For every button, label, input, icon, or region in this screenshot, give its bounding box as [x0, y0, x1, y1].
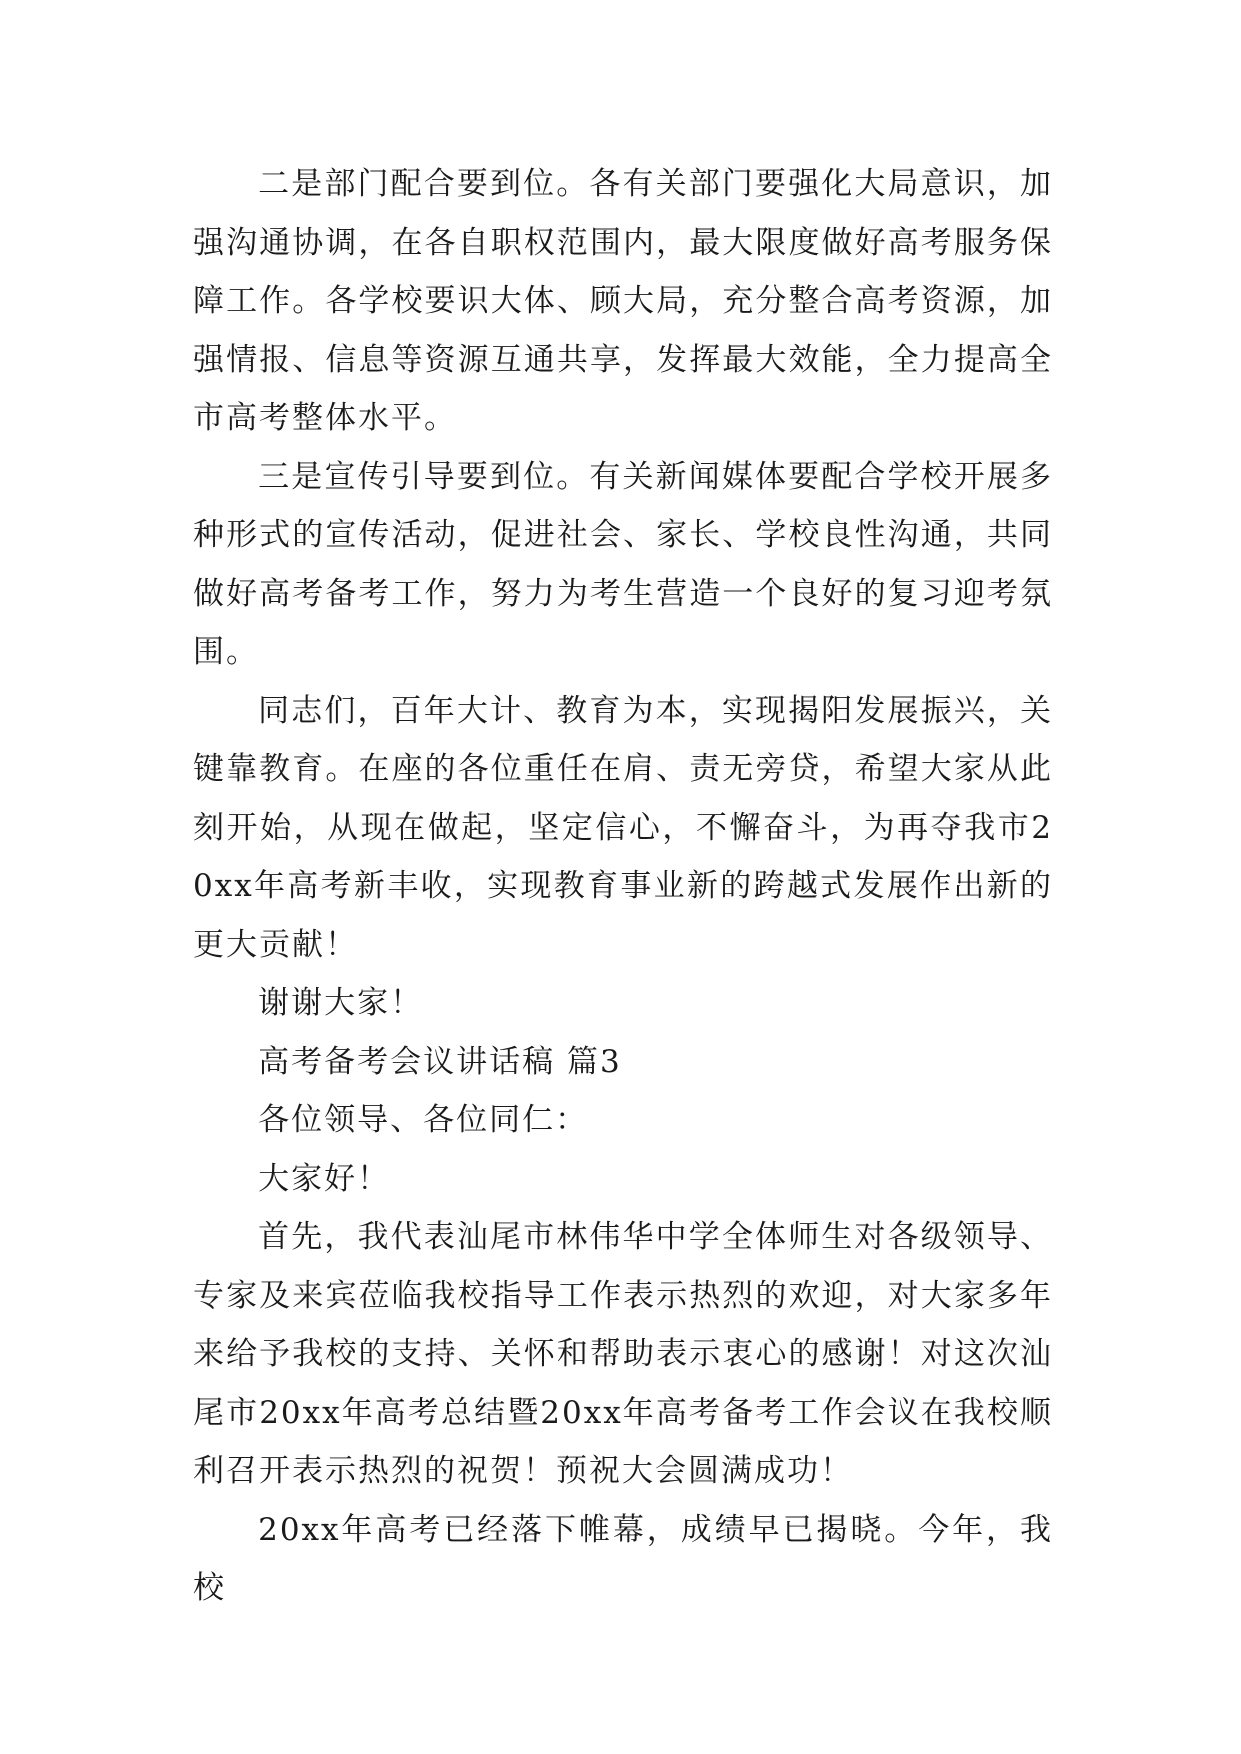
paragraph-comrades: 同志们，百年大计、教育为本，实现揭阳发展振兴，关键靠教育。在座的各位重任在肩、责无旁贷，希望大家从此刻开始，从现在做起，坚定信心，不懈奋斗，为再夺我市20xx年高考新丰收，实现教育事业新的跨越式发展作出新的更大贡献！: [193, 692, 1053, 963]
paragraph-thanks: 谢谢大家！: [258, 985, 424, 1021]
paragraph-departments: 二是部门配合要到位。各有关部门要强化大局意识，加强沟通协调，在各自职权范围内，最大限度做好高考服务保障工作。各学校要识大体、顾大局，充分整合高考资源，加强情报、信息等资源互通共享，发挥最大效能，全力提高全市高考整体水平。: [193, 166, 1053, 436]
paragraph-welcome: 首先，我代表汕尾市林伟华中学全体师生对各级领导、专家及来宾莅临我校指导工作表示热烈的欢迎，对大家多年来给予我校的支持、关怀和帮助表示衷心的感谢！对这次汕尾市20xx年高考总结暨20xx年高考备考工作会议在我校顺利召开表示热烈的祝贺！预祝大会圆满成功！: [193, 1219, 1053, 1489]
greeting: 大家好！: [258, 1160, 391, 1197]
paragraph-publicity: 三是宣传引导要到位。有关新闻媒体要配合学校开展多种形式的宣传活动，促进社会、家长、学校良性沟通，共同做好高考备考工作，努力为考生营造一个良好的复习迎考氛围。: [193, 458, 1053, 670]
salutation: 各位领导、各位同仁：: [258, 1102, 589, 1138]
document-page: [193, 155, 1053, 1618]
section-heading: 高考备考会议讲话稿 篇3: [258, 1043, 622, 1080]
paragraph-results: 20xx年高考已经落下帷幕，成绩早已揭晓。今年，我校: [193, 1511, 1053, 1606]
